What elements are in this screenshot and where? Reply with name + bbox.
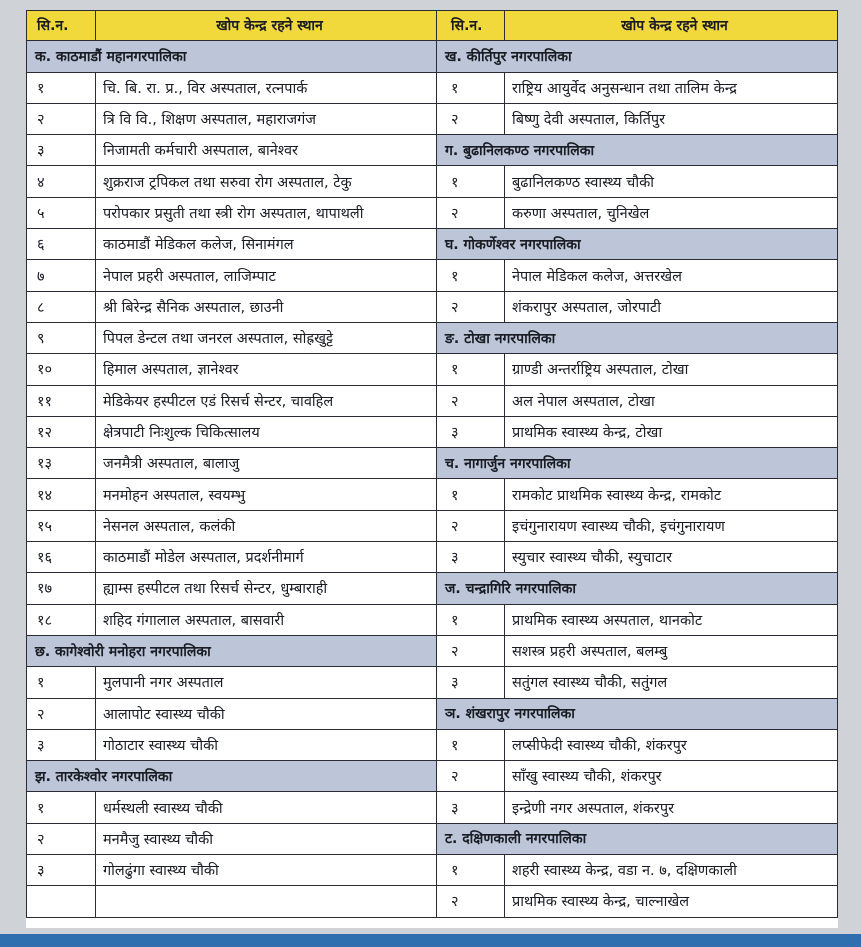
center-name: क्षेत्रपाटी निःशुल्क चिकित्सालय bbox=[96, 417, 437, 447]
center-name: इचंगुनारायण स्वास्थ्य चौकी, इचंगुनारायण bbox=[505, 511, 838, 541]
center-name: पिपल डेन्टल तथा जनरल अस्पताल, सोह्रखुट्टे bbox=[96, 323, 437, 353]
vaccination-centers-table bbox=[26, 10, 838, 928]
table-row bbox=[26, 511, 437, 542]
table-row bbox=[26, 323, 437, 354]
serial-number: २ bbox=[437, 104, 505, 134]
serial-number: १६ bbox=[26, 542, 96, 572]
center-name: राष्ट्रिय आयुर्वेद अनुसन्धान तथा तालिम केन्द्र bbox=[505, 73, 838, 103]
table-row bbox=[26, 448, 437, 479]
table-row bbox=[437, 386, 838, 417]
table-row bbox=[26, 386, 437, 417]
center-name: ग्राण्डी अन्तर्राष्ट्रिय अस्पताल, टोखा bbox=[505, 354, 838, 384]
section-title: ज. चन्द्रागिरि नगरपालिका bbox=[437, 573, 838, 603]
table-row bbox=[26, 730, 437, 761]
section-row bbox=[437, 824, 838, 855]
serial-number: ९ bbox=[26, 323, 96, 353]
serial-number: १ bbox=[26, 792, 96, 822]
center-name: मनमैजु स्वास्थ्य चौकी bbox=[96, 824, 437, 854]
center-name: सशस्त्र प्रहरी अस्पताल, बलम्बु bbox=[505, 636, 838, 666]
center-name: श्री बिरेन्द्र सैनिक अस्पताल, छाउनी bbox=[96, 292, 437, 322]
table-row bbox=[437, 198, 838, 229]
table-row bbox=[26, 229, 437, 260]
header-place: खोप केन्द्र रहने स्थान bbox=[96, 11, 437, 40]
center-name: गोलढुंगा स्वास्थ्य चौकी bbox=[96, 855, 437, 885]
center-name: रामकोट प्राथमिक स्वास्थ्य केन्द्र, रामकोट bbox=[505, 479, 838, 509]
table-header bbox=[26, 10, 437, 41]
center-name bbox=[96, 886, 437, 916]
center-name: स्युचार स्वास्थ्य चौकी, स्युचाटार bbox=[505, 542, 838, 572]
center-name: प्राथमिक स्वास्थ्य केन्द्र, टोखा bbox=[505, 417, 838, 447]
center-name: चि. बि. रा. प्र., विर अस्पताल, रत्नपार्क bbox=[96, 73, 437, 103]
serial-number: १२ bbox=[26, 417, 96, 447]
table-row bbox=[437, 166, 838, 197]
header-sn: सि.न. bbox=[26, 11, 96, 40]
center-name: काठमाडौं मेडिकल कलेज, सिनामंगल bbox=[96, 229, 437, 259]
serial-number: १५ bbox=[26, 511, 96, 541]
center-name: गोठाटार स्वास्थ्य चौकी bbox=[96, 730, 437, 760]
table-row bbox=[437, 730, 838, 761]
section-title: घ. गोकर्णेश्वर नगरपालिका bbox=[437, 229, 838, 259]
table-row bbox=[437, 354, 838, 385]
table-row bbox=[26, 198, 437, 229]
serial-number: ३ bbox=[437, 667, 505, 697]
section-row bbox=[437, 699, 838, 730]
center-name: काठमाडौं मोडेल अस्पताल, प्रदर्शनीमार्ग bbox=[96, 542, 437, 572]
table-row bbox=[26, 354, 437, 385]
serial-number: २ bbox=[437, 292, 505, 322]
center-name: ह्याम्स हस्पीटल तथा रिसर्च सेन्टर, धुम्बाराही bbox=[96, 573, 437, 603]
table-row bbox=[26, 667, 437, 698]
serial-number: १ bbox=[437, 260, 505, 290]
serial-number: १ bbox=[26, 73, 96, 103]
table-row bbox=[26, 479, 437, 510]
section-title: च. नागार्जुन नगरपालिका bbox=[437, 448, 838, 478]
center-name: नेपाल मेडिकल कलेज, अत्तरखेल bbox=[505, 260, 838, 290]
center-name: शहरी स्वास्थ्य केन्द्र, वडा न. ७, दक्षिणकाली bbox=[505, 855, 838, 885]
table-row bbox=[26, 166, 437, 197]
table-row bbox=[437, 511, 838, 542]
table-row bbox=[26, 605, 437, 636]
serial-number: २ bbox=[26, 104, 96, 134]
serial-number: २ bbox=[26, 824, 96, 854]
section-row bbox=[437, 573, 838, 604]
serial-number: १३ bbox=[26, 448, 96, 478]
table-row bbox=[437, 667, 838, 698]
table-row bbox=[437, 542, 838, 573]
serial-number: ३ bbox=[437, 792, 505, 822]
table-row bbox=[26, 260, 437, 291]
section-row bbox=[26, 636, 437, 667]
center-name: बिष्णु देवी अस्पताल, किर्तिपुर bbox=[505, 104, 838, 134]
table-row bbox=[26, 73, 437, 104]
center-name: साँखु स्वास्थ्य चौकी, शंकरपुर bbox=[505, 761, 838, 791]
bottom-bar bbox=[0, 934, 861, 947]
section-title: ङ. टोखा नगरपालिका bbox=[437, 323, 838, 353]
serial-number: १७ bbox=[26, 573, 96, 603]
center-name: मनमोहन अस्पताल, स्वयम्भु bbox=[96, 479, 437, 509]
section-row bbox=[437, 41, 838, 72]
serial-number: १ bbox=[437, 166, 505, 196]
serial-number: १ bbox=[437, 605, 505, 635]
center-name: शहिद गंगालाल अस्पताल, बासवारी bbox=[96, 605, 437, 635]
serial-number: ३ bbox=[26, 855, 96, 885]
center-name: जनमैत्री अस्पताल, बालाजु bbox=[96, 448, 437, 478]
serial-number: १ bbox=[437, 73, 505, 103]
center-name: निजामती कर्मचारी अस्पताल, बानेश्वर bbox=[96, 135, 437, 165]
serial-number: २ bbox=[437, 198, 505, 228]
header-sn: सि.न. bbox=[437, 11, 505, 40]
serial-number: २ bbox=[437, 761, 505, 791]
section-title: ग. बुढानिलकण्ठ नगरपालिका bbox=[437, 135, 838, 165]
serial-number bbox=[26, 886, 96, 916]
table-header bbox=[437, 10, 838, 41]
table-row bbox=[437, 636, 838, 667]
table-row bbox=[437, 417, 838, 448]
header-place: खोप केन्द्र रहने स्थान bbox=[505, 11, 838, 40]
left-column bbox=[26, 10, 437, 918]
section-title: ख. कीर्तिपुर नगरपालिका bbox=[437, 41, 838, 71]
table-row bbox=[26, 792, 437, 823]
center-name: शंकरापुर अस्पताल, जोरपाटी bbox=[505, 292, 838, 322]
section-title: ट. दक्षिणकाली नगरपालिका bbox=[437, 824, 838, 854]
table-row bbox=[26, 292, 437, 323]
section-row bbox=[437, 229, 838, 260]
table-row bbox=[437, 104, 838, 135]
center-name: नेपाल प्रहरी अस्पताल, लाजिम्पाट bbox=[96, 260, 437, 290]
section-title: क. काठमाडौं महानगरपालिका bbox=[26, 41, 437, 71]
center-name: प्राथमिक स्वास्थ्य अस्पताल, थानकोट bbox=[505, 605, 838, 635]
center-name: मुलपानी नगर अस्पताल bbox=[96, 667, 437, 697]
serial-number: ३ bbox=[437, 417, 505, 447]
center-name: इन्द्रेणी नगर अस्पताल, शंकरपुर bbox=[505, 792, 838, 822]
center-name: मेडिकेयर हस्पीटल एडं रिसर्च सेन्टर, चावहिल bbox=[96, 386, 437, 416]
serial-number: ६ bbox=[26, 229, 96, 259]
serial-number: ७ bbox=[26, 260, 96, 290]
table-row bbox=[26, 824, 437, 855]
center-name: सतुंगल स्वास्थ्य चौकी, सतुंगल bbox=[505, 667, 838, 697]
section-row bbox=[437, 135, 838, 166]
serial-number: २ bbox=[437, 886, 505, 916]
serial-number: ३ bbox=[437, 542, 505, 572]
serial-number: ३ bbox=[26, 135, 96, 165]
serial-number: १ bbox=[437, 855, 505, 885]
serial-number: २ bbox=[26, 699, 96, 729]
serial-number: १ bbox=[437, 479, 505, 509]
serial-number: १४ bbox=[26, 479, 96, 509]
serial-number: ५ bbox=[26, 198, 96, 228]
center-name: नेसनल अस्पताल, कलंकी bbox=[96, 511, 437, 541]
serial-number: ११ bbox=[26, 386, 96, 416]
table-row bbox=[437, 605, 838, 636]
section-row bbox=[26, 41, 437, 72]
center-name: प्राथमिक स्वास्थ्य केन्द्र, चाल्नाखेल bbox=[505, 886, 838, 916]
section-title: छ. कागेश्वोरी मनोहरा नगरपालिका bbox=[26, 636, 437, 666]
serial-number: २ bbox=[437, 636, 505, 666]
center-name: बुढानिलकण्ठ स्वास्थ्य चौकी bbox=[505, 166, 838, 196]
table-row bbox=[26, 886, 437, 917]
section-row bbox=[26, 761, 437, 792]
table-row bbox=[26, 104, 437, 135]
center-name: त्रि वि वि., शिक्षण अस्पताल, महाराजगंज bbox=[96, 104, 437, 134]
center-name: आलापोट स्वास्थ्य चौकी bbox=[96, 699, 437, 729]
table-row bbox=[26, 542, 437, 573]
table-row bbox=[437, 855, 838, 886]
section-row bbox=[437, 323, 838, 354]
table-row bbox=[26, 573, 437, 604]
serial-number: २ bbox=[437, 511, 505, 541]
table-row bbox=[26, 135, 437, 166]
section-title: झ. तारकेश्वोर नगरपालिका bbox=[26, 761, 437, 791]
serial-number: १ bbox=[26, 667, 96, 697]
section-row bbox=[437, 448, 838, 479]
table-row bbox=[437, 886, 838, 917]
table-row bbox=[437, 260, 838, 291]
center-name: करुणा अस्पताल, चुनिखेल bbox=[505, 198, 838, 228]
center-name: अल नेपाल अस्पताल, टोखा bbox=[505, 386, 838, 416]
table-row bbox=[437, 761, 838, 792]
serial-number: ४ bbox=[26, 166, 96, 196]
center-name: शुक्रराज ट्रपिकल तथा सरुवा रोग अस्पताल, टेकु bbox=[96, 166, 437, 196]
serial-number: १० bbox=[26, 354, 96, 384]
table-row bbox=[26, 417, 437, 448]
serial-number: ८ bbox=[26, 292, 96, 322]
section-title: ञ. शंखरापुर नगरपालिका bbox=[437, 699, 838, 729]
center-name: लप्सीफेदी स्वास्थ्य चौकी, शंकरपुर bbox=[505, 730, 838, 760]
table-row bbox=[437, 292, 838, 323]
table-row bbox=[26, 699, 437, 730]
center-name: परोपकार प्रसुती तथा स्त्री रोग अस्पताल, थापाथली bbox=[96, 198, 437, 228]
serial-number: ३ bbox=[26, 730, 96, 760]
serial-number: २ bbox=[437, 386, 505, 416]
right-column bbox=[437, 10, 838, 918]
table-row bbox=[437, 792, 838, 823]
table-row bbox=[437, 73, 838, 104]
serial-number: १ bbox=[437, 354, 505, 384]
table-row bbox=[26, 855, 437, 886]
serial-number: १८ bbox=[26, 605, 96, 635]
table-row bbox=[437, 479, 838, 510]
center-name: हिमाल अस्पताल, ज्ञानेश्वर bbox=[96, 354, 437, 384]
center-name: धर्मस्थली स्वास्थ्य चौकी bbox=[96, 792, 437, 822]
serial-number: १ bbox=[437, 730, 505, 760]
